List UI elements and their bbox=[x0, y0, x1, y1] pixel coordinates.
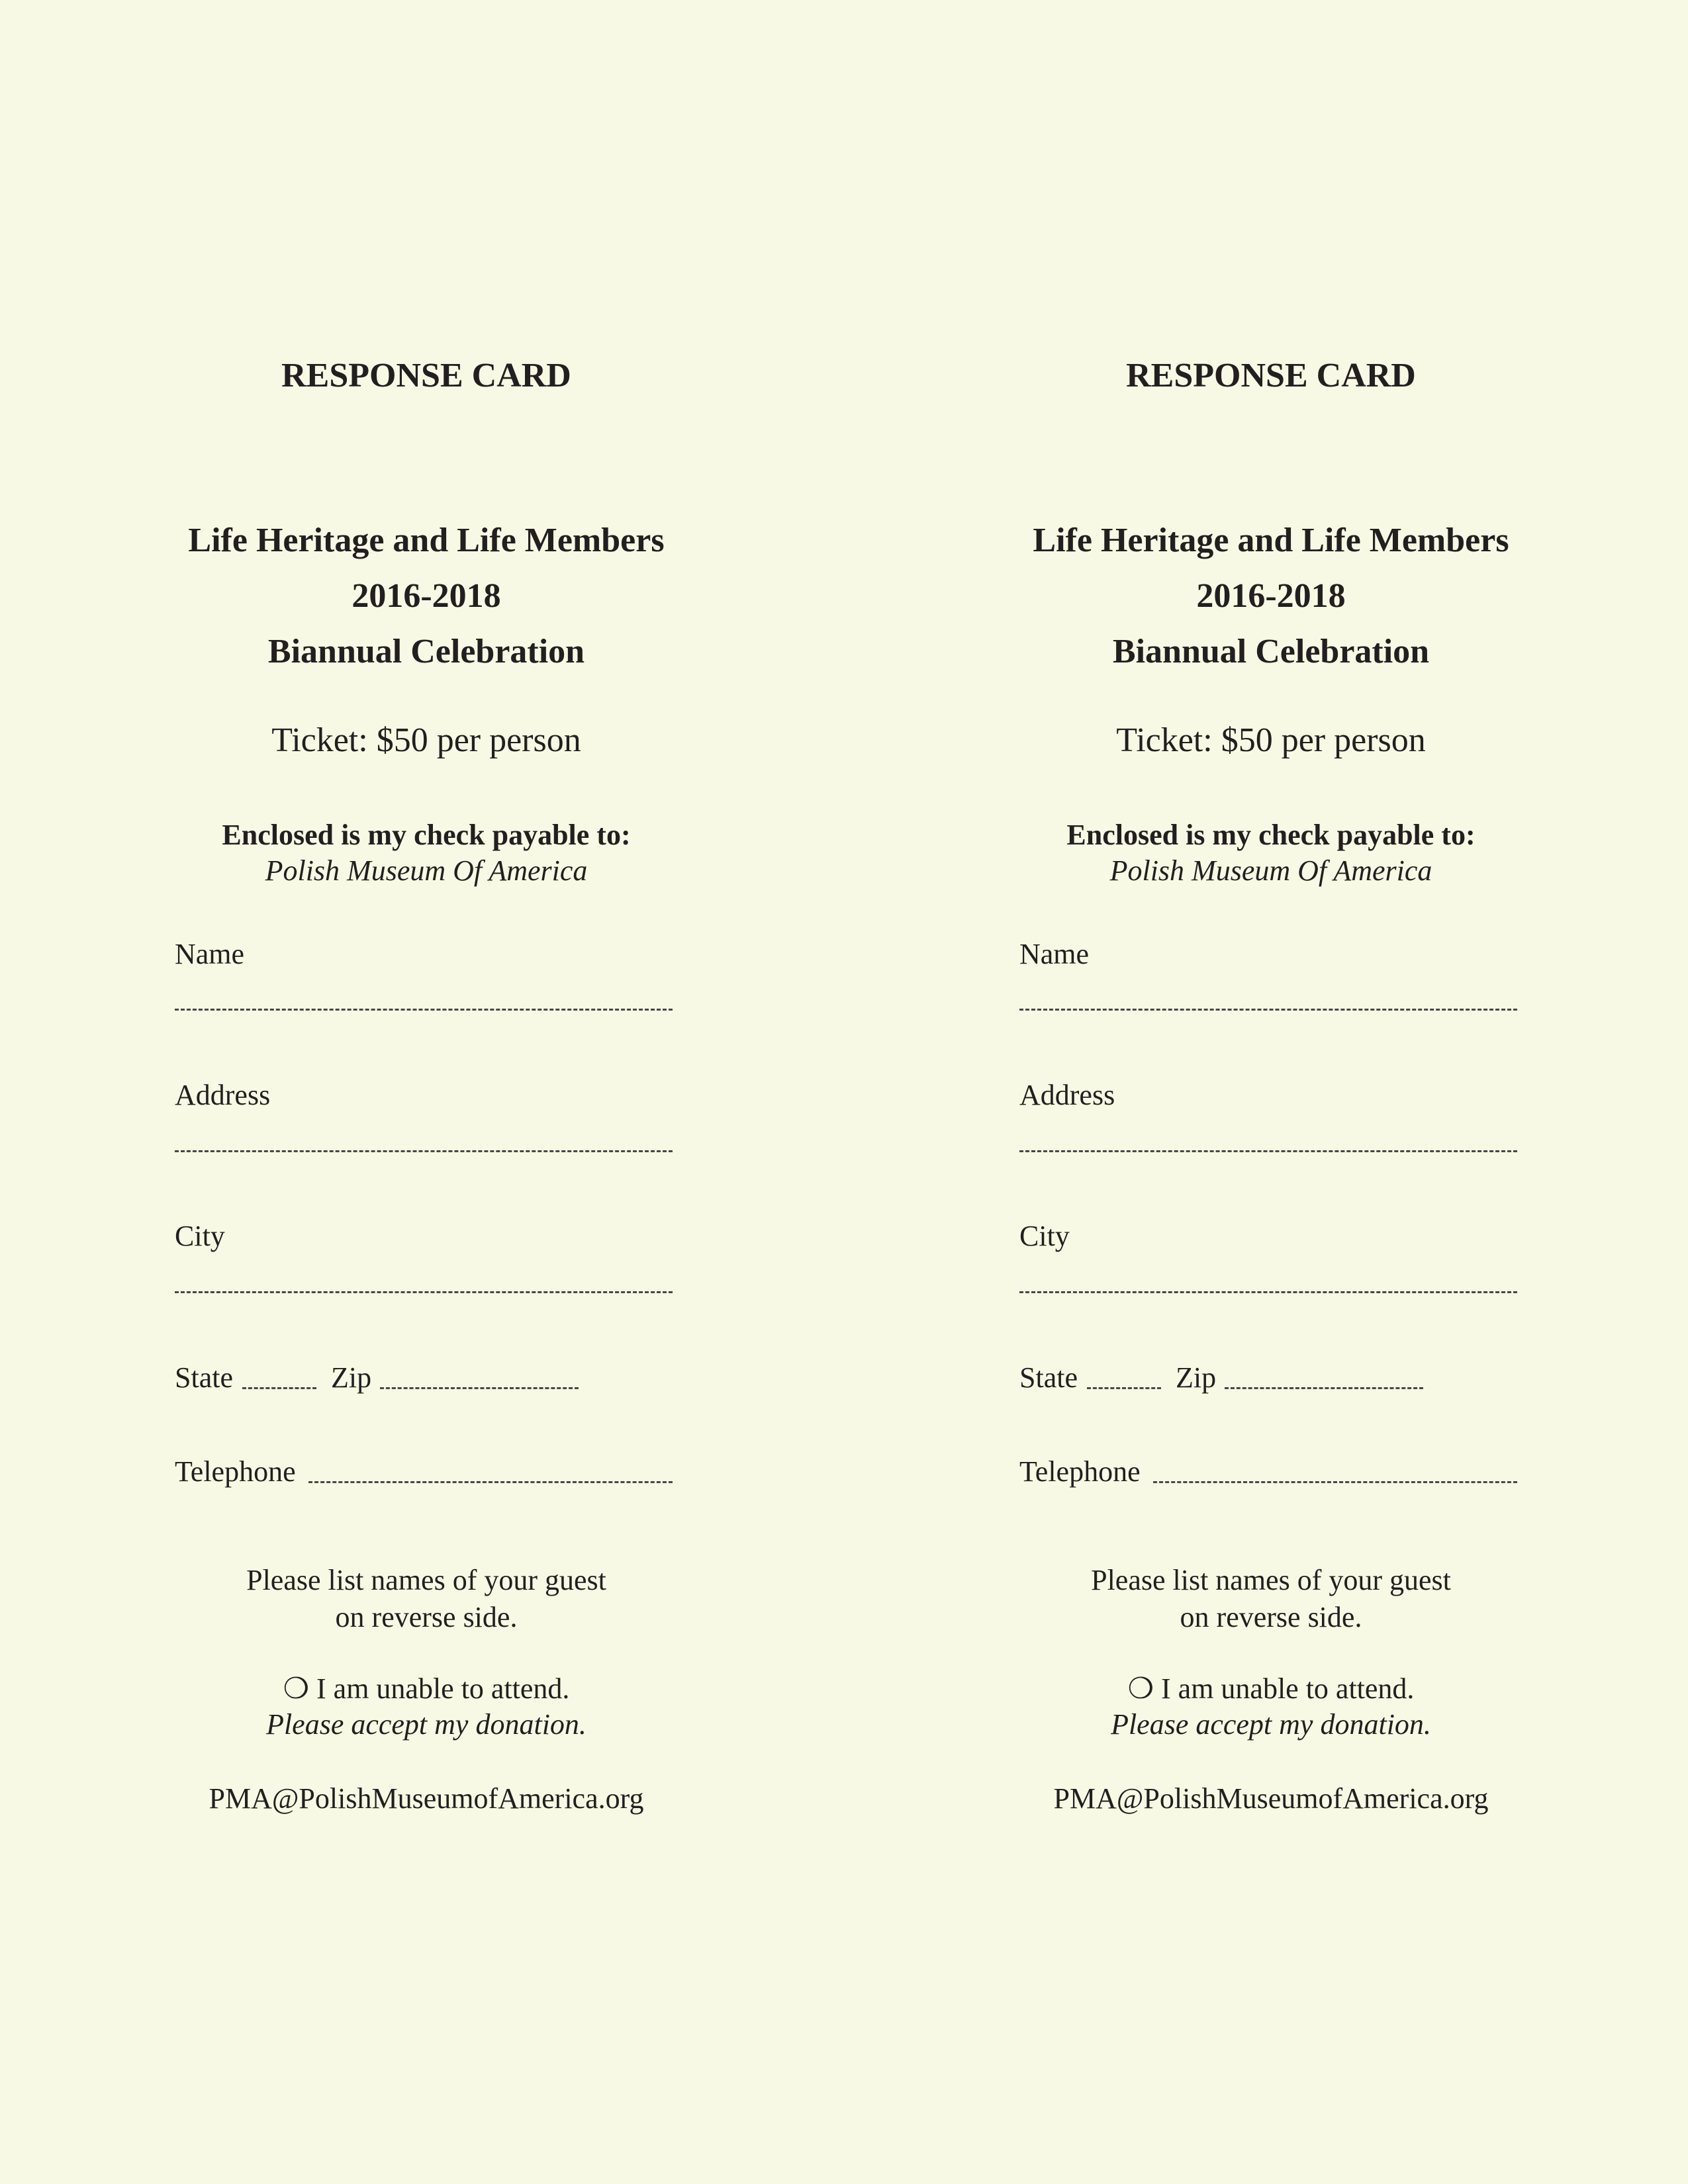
address-label: Address bbox=[1019, 1079, 1115, 1111]
unable-to-attend-checkbox[interactable]: ❍ I am unable to attend. bbox=[283, 1672, 570, 1705]
ticket-price: Ticket: $50 per person bbox=[271, 721, 581, 759]
guest-instruction-line-1: Please list names of your guest bbox=[246, 1564, 606, 1596]
event-subtitle: Biannual Celebration bbox=[267, 633, 585, 670]
state-field[interactable] bbox=[1087, 1387, 1161, 1389]
guest-instruction-line-2: on reverse side. bbox=[335, 1601, 518, 1633]
telephone-field[interactable] bbox=[308, 1481, 673, 1483]
address-label: Address bbox=[175, 1079, 271, 1111]
card-title: RESPONSE CARD bbox=[281, 357, 571, 394]
zip-field[interactable] bbox=[1225, 1387, 1423, 1389]
unable-to-attend-checkbox[interactable]: ❍ I am unable to attend. bbox=[1127, 1672, 1415, 1705]
event-name: Life Heritage and Life Members bbox=[1033, 522, 1509, 559]
state-field[interactable] bbox=[242, 1387, 316, 1389]
payee-name: Polish Museum Of America bbox=[265, 854, 588, 887]
telephone-row bbox=[1019, 1452, 1523, 1492]
state-zip-row bbox=[175, 1358, 678, 1398]
response-card-right bbox=[1019, 0, 1523, 2184]
event-years: 2016-2018 bbox=[352, 577, 501, 615]
ticket-price: Ticket: $50 per person bbox=[1116, 721, 1426, 759]
state-label: State bbox=[175, 1361, 233, 1394]
address-field[interactable] bbox=[175, 1150, 673, 1152]
event-name: Life Heritage and Life Members bbox=[188, 522, 665, 559]
name-label: Name bbox=[175, 938, 245, 970]
telephone-row bbox=[175, 1452, 678, 1492]
card-title: RESPONSE CARD bbox=[1126, 357, 1416, 394]
guest-instruction-line-2: on reverse side. bbox=[1180, 1601, 1362, 1633]
telephone-label: Telephone bbox=[1019, 1455, 1141, 1488]
telephone-field[interactable] bbox=[1153, 1481, 1517, 1483]
name-label: Name bbox=[1019, 938, 1090, 970]
state-zip-row bbox=[1019, 1358, 1523, 1398]
zip-label: Zip bbox=[331, 1361, 372, 1394]
response-card-left bbox=[175, 0, 678, 2184]
state-label: State bbox=[1019, 1361, 1078, 1394]
address-field[interactable] bbox=[1019, 1150, 1517, 1152]
zip-field[interactable] bbox=[380, 1387, 579, 1389]
city-field[interactable] bbox=[1019, 1291, 1517, 1293]
name-field[interactable] bbox=[1019, 1009, 1517, 1011]
zip-label: Zip bbox=[1176, 1361, 1217, 1394]
city-label: City bbox=[1019, 1220, 1070, 1252]
donation-note: Please accept my donation. bbox=[1111, 1708, 1431, 1741]
telephone-label: Telephone bbox=[175, 1455, 296, 1488]
city-field[interactable] bbox=[175, 1291, 673, 1293]
event-subtitle: Biannual Celebration bbox=[1112, 633, 1430, 670]
donation-note: Please accept my donation. bbox=[266, 1708, 586, 1741]
check-payable-label: Enclosed is my check payable to: bbox=[1066, 819, 1476, 851]
guest-instruction-line-1: Please list names of your guest bbox=[1091, 1564, 1451, 1596]
payee-name: Polish Museum Of America bbox=[1109, 854, 1432, 887]
city-label: City bbox=[175, 1220, 225, 1252]
event-years: 2016-2018 bbox=[1196, 577, 1346, 615]
check-payable-label: Enclosed is my check payable to: bbox=[222, 819, 631, 851]
name-field[interactable] bbox=[175, 1009, 673, 1011]
contact-email: PMA@PolishMuseumofAmerica.org bbox=[209, 1782, 644, 1815]
contact-email: PMA@PolishMuseumofAmerica.org bbox=[1053, 1782, 1489, 1815]
